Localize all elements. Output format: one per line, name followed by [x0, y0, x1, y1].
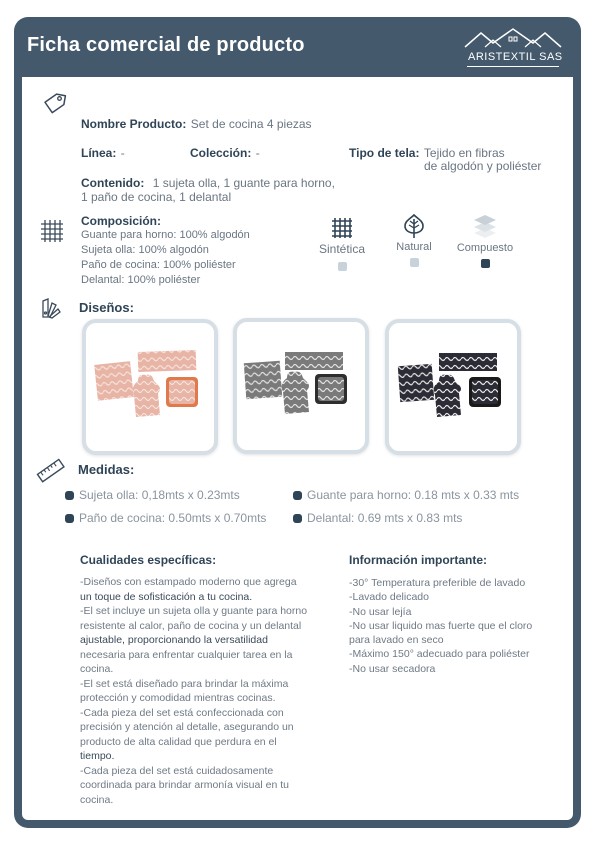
- type-indicator-selected: [481, 259, 490, 268]
- qualities-line: ajustable, proporcionando la versatilidad: [80, 634, 268, 646]
- qualities-line: protección y comodidad mientras cocinas.: [80, 692, 276, 704]
- content-area: [22, 77, 573, 820]
- qualities-line: necesaria para enfrentar cualquier tarea en la: [80, 648, 293, 661]
- product-name-label: Nombre Producto:: [81, 117, 187, 131]
- important-line: -No usar liquido mas fuerte que el cloro: [349, 619, 533, 632]
- leaf-icon: [401, 213, 427, 239]
- product-name-row: [81, 115, 312, 133]
- fabric-value-1: Tejido en fibras: [423, 146, 505, 160]
- ruler-icon: [36, 456, 66, 486]
- fabric-value-2: de algodón y poliéster: [424, 159, 542, 173]
- measure-text: Sujeta olla: 0,18mts x 0.23mts: [79, 488, 240, 502]
- qualities-line: -El set está diseñado para brindar la máxima: [80, 677, 289, 690]
- type-natural: [386, 213, 442, 267]
- qualities-line: producto de alta calidad que perdura en el: [80, 735, 277, 748]
- kitchen-set-black-image: [389, 323, 517, 451]
- important-label: Información importante:: [349, 553, 488, 567]
- tag-icon: [42, 90, 68, 116]
- roof-icon: [463, 27, 563, 53]
- type-synthetic: [312, 217, 372, 271]
- qualities-line: -Cada pieza del set está cuidadosamente: [80, 764, 274, 777]
- color-swatch-icon: [39, 296, 63, 320]
- bullet: [293, 514, 302, 523]
- measure-item: [65, 488, 240, 502]
- content-value-1: 1 sujeta olla, 1 guante para horno,: [152, 176, 335, 190]
- designs-label: Diseños:: [79, 300, 134, 315]
- collection-row: [190, 144, 260, 162]
- composition-line: Paño de cocina: 100% poliéster: [81, 259, 236, 271]
- content-value-2: 1 paño de cocina, 1 delantal: [81, 190, 232, 204]
- design-image-gray: [233, 318, 369, 454]
- product-name-value: Set de cocina 4 piezas: [190, 117, 312, 131]
- important-line: -No usar lejía: [349, 605, 412, 618]
- important-line: -No usar secadora: [349, 662, 436, 675]
- qualities-line: -Cada pieza del set está confeccionada con: [80, 706, 284, 719]
- kitchen-set-gray-image: [237, 322, 365, 450]
- qualities-label: Cualidades específicas:: [80, 553, 217, 567]
- design-image-pink: [82, 319, 218, 455]
- qualities-line: precisión y atención al detalle, asegurando un: [80, 721, 294, 733]
- qualities-line: -El set incluye un sujeta olla y guante para horno: [80, 605, 308, 617]
- bullet: [65, 514, 74, 523]
- composition-line: Delantal: 100% poliéster: [81, 274, 201, 286]
- measure-item: [65, 511, 266, 525]
- qualities-line: coordinada para brindar armonía visual en tu: [80, 779, 289, 791]
- line-row: [81, 144, 125, 162]
- composition-line: Sujeta olla: 100% algodón: [81, 244, 209, 256]
- composition-line: Guante para horno: 100% algodón: [81, 229, 250, 241]
- type-label: Natural: [396, 241, 432, 253]
- type-indicator: [410, 258, 419, 267]
- kitchen-set-pink-image: [86, 323, 214, 451]
- measures-label: Medidas:: [78, 462, 135, 477]
- important-line: -Máximo 150° adecuado para poliéster: [349, 648, 530, 661]
- fabric-label: Tipo de tela:: [349, 146, 420, 160]
- bullet: [65, 491, 74, 500]
- important-line: -30° Temperatura preferible de lavado: [349, 577, 526, 589]
- brand-underline: [467, 66, 559, 67]
- qualities-line: cocina.: [80, 663, 114, 675]
- page-frame: [14, 17, 581, 828]
- qualities-line: -Diseños con estampado moderno que agrega: [80, 576, 297, 588]
- measure-text: Paño de cocina: 0.50mts x 0.70mts: [79, 511, 267, 525]
- measure-item: [293, 511, 462, 525]
- line-value: -: [120, 146, 125, 160]
- layers-icon: [472, 212, 498, 240]
- type-indicator: [338, 262, 347, 271]
- qualities-line: resistente al calor, paño de cocina y un delantal: [80, 619, 302, 632]
- qualities-line: un toque de sofisticación a tu cocina.: [80, 590, 253, 603]
- header: [14, 17, 581, 77]
- qualities-text: [80, 575, 345, 807]
- composition-list: [81, 228, 250, 288]
- bullet: [293, 491, 302, 500]
- content-label: Contenido:: [81, 176, 145, 190]
- qualities-line: cocina.: [80, 793, 114, 806]
- important-line: para lavado en seco: [349, 634, 444, 647]
- fabric-weave-icon: [39, 218, 65, 244]
- qualities-line: tiempo.: [80, 750, 115, 762]
- grid-mesh-icon: [330, 217, 354, 239]
- collection-label: Colección:: [190, 146, 252, 160]
- measure-text: Delantal: 0.69 mts x 0.83 mts: [307, 511, 463, 525]
- design-image-black: [385, 319, 521, 455]
- measure-text: Guante para horno: 0.18 mts x 0.33 mts: [307, 488, 520, 502]
- type-composite: [450, 212, 520, 268]
- measure-item: [293, 488, 519, 502]
- type-label: Compuesto: [456, 242, 514, 254]
- brand-name: ARISTEXTIL SAS: [468, 51, 563, 63]
- type-label: Sintética: [318, 242, 366, 256]
- important-text: [349, 576, 569, 676]
- collection-value: -: [255, 146, 260, 160]
- line-label: Línea:: [81, 146, 117, 160]
- brand-logo: [463, 27, 563, 72]
- page-title: Ficha comercial de producto: [27, 34, 305, 56]
- important-line: -Lavado delicado: [349, 591, 429, 604]
- composition-label: Composición:: [81, 214, 161, 228]
